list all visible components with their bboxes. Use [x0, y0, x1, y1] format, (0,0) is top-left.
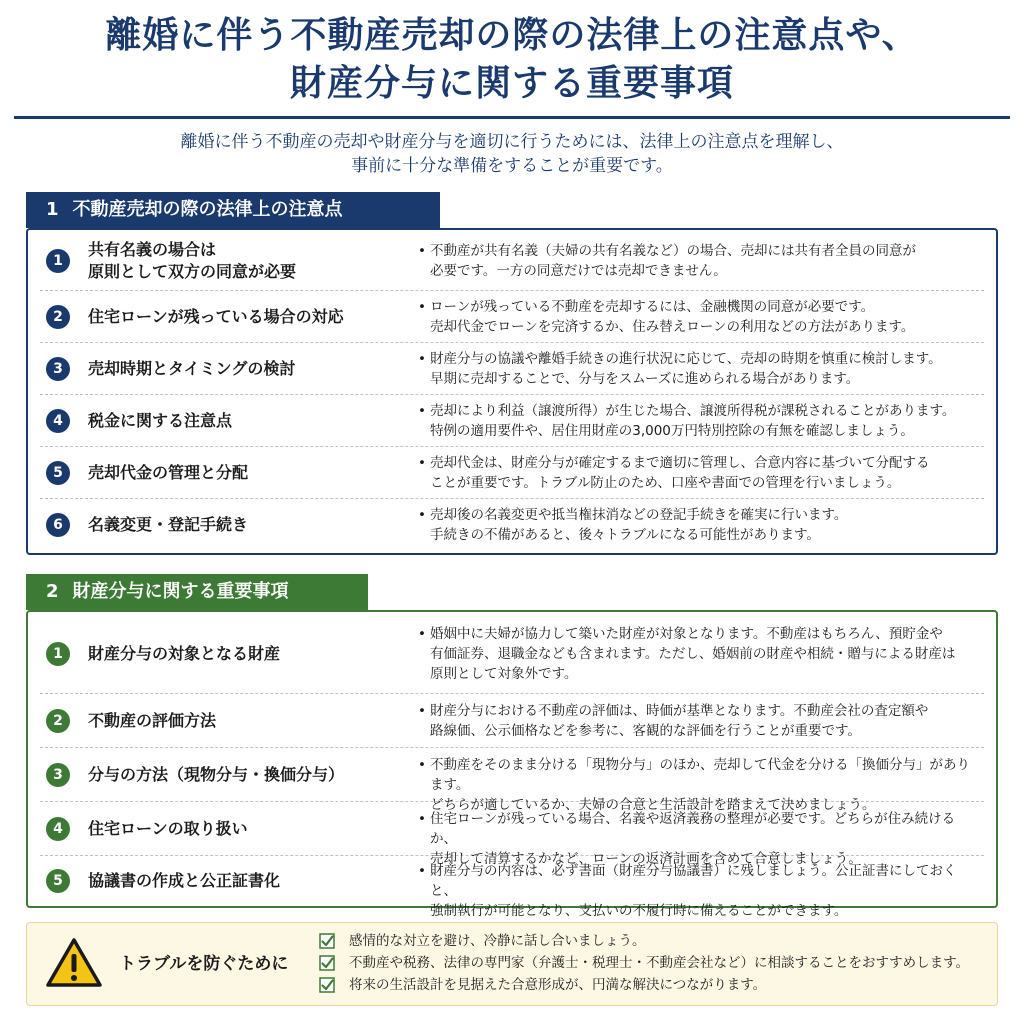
- warning-check-item: [319, 953, 969, 973]
- item-label: [88, 410, 398, 432]
- section2-item-4: [40, 802, 984, 867]
- item-description-line: • 財産分与の協議や離婚手続きの進行状況に応じて、売却の時期を慎重に検討します。: [430, 351, 942, 367]
- item-description-line: 必要です。一方の同意だけでは売却できません。: [430, 263, 727, 279]
- intro-line-2: 事前に十分な準備をすることが重要です。: [351, 156, 673, 176]
- item-description-line: • ローンが残っている不動産を売却するには、金融機関の同意が必要です。: [430, 299, 875, 315]
- item-label-line: 不動産の評価方法: [88, 711, 217, 730]
- section2-item-2: [40, 694, 984, 748]
- item-label-line: 原則として双方の同意が必要: [88, 262, 297, 281]
- page-title-line-2: 財産分与に関する重要事項: [289, 63, 734, 104]
- page-title: [0, 12, 1024, 108]
- item-description-line: 売却して清算するかなど、ローンの返済計画を含めて合意しましょう。: [430, 851, 862, 867]
- warning-check-text: 感情的な対立を避け、冷静に話し合いましょう。: [349, 933, 646, 949]
- intro-line-1: 離婚に伴う不動産の売却や財産分与を適切に行うためには、法律上の注意点を理解し、: [180, 132, 844, 152]
- section-2-number: 2: [46, 581, 59, 602]
- number-badge: 4: [46, 817, 70, 841]
- intro-text: [0, 130, 1024, 178]
- item-description-line: • 婚姻中に夫婦が協力して築いた財産が対象となります。不動産はもちろん、預貯金や: [430, 626, 943, 642]
- item-description: [418, 297, 980, 337]
- section1-item-4: [40, 395, 984, 447]
- item-label: [88, 764, 398, 786]
- section2-item-1: [40, 614, 984, 694]
- number-badge: 1: [46, 249, 70, 273]
- section-1-heading: 不動産売却の際の法律上の注意点: [72, 199, 343, 220]
- item-description: [418, 861, 980, 921]
- item-description: [418, 401, 980, 441]
- number-badge: 3: [46, 357, 70, 381]
- item-description: [418, 701, 980, 741]
- section1-item-1: [40, 231, 984, 291]
- section2-item-3: [40, 748, 984, 813]
- item-description-line: 有価証券、退職金なども含まれます。ただし、婚姻前の財産や相続・贈与による財産は: [430, 646, 956, 662]
- item-label: [88, 870, 398, 892]
- item-description: [418, 453, 980, 493]
- number-badge: 1: [46, 642, 70, 666]
- warning-check-text: 将来の生活設計を見据えた合意形成が、円満な解決につながります。: [349, 977, 767, 993]
- title-divider: [14, 116, 1010, 119]
- item-label: [88, 514, 398, 536]
- warning-check-text: 不動産や税務、法律の専門家（弁護士・税理士・不動産会社など）に相談することをおすすめします。: [349, 955, 970, 971]
- number-badge: 3: [46, 763, 70, 787]
- section2-item-5: [40, 856, 984, 919]
- number-badge: 4: [46, 409, 70, 433]
- section-2-heading: 財産分与に関する重要事項: [72, 581, 289, 602]
- item-description-line: • 売却後の名義変更や抵当権抹消などの登記手続きを確実に行います。: [430, 507, 848, 523]
- item-description-line: 原則として対象外です。: [430, 666, 578, 682]
- item-label-line: 売却時期とタイミングの検討: [88, 359, 296, 378]
- item-description: [418, 505, 980, 545]
- item-description-line: • 不動産をそのまま分ける「現物分与」のほか、売却して代金を分ける「換価分与」があります。: [430, 757, 970, 793]
- item-description-line: 特例の適用要件や、居住用財産の3,000万円特別控除の有無を確認しましょう。: [430, 423, 914, 439]
- item-description-line: • 財産分与における不動産の評価は、時価が基準となります。不動産会社の査定額や: [430, 703, 929, 719]
- item-description-line: 早期に売却することで、分与をスムーズに進められる場合があります。: [430, 371, 860, 387]
- item-label-line: 分与の方法（現物分与・換価分与）: [88, 765, 345, 784]
- page-title-line-1: 離婚に伴う不動産売却の際の法律上の注意点や、: [105, 15, 919, 56]
- item-label-line: 名義変更・登記手続き: [88, 515, 249, 534]
- section1-item-2: [40, 291, 984, 343]
- item-description-line: 売却代金でローンを完済するか、住み替えローンの利用などの方法があります。: [430, 319, 915, 335]
- item-description-line: どちらが適しているか、夫婦の合意と生活設計を踏まえて決めましょう。: [430, 797, 876, 813]
- section1-item-3: [40, 343, 984, 395]
- number-badge: 6: [46, 513, 70, 537]
- section-1-header: [26, 192, 440, 228]
- item-description: [418, 241, 980, 281]
- number-badge: 2: [46, 305, 70, 329]
- section-2-box: [26, 610, 998, 919]
- item-label: [88, 462, 398, 484]
- item-label-line: 財産分与の対象となる財産: [88, 644, 281, 663]
- checkbox-check-icon: [319, 955, 335, 971]
- warning-box: [26, 922, 998, 1006]
- item-label-line: 売却代金の管理と分配: [88, 463, 249, 482]
- item-label-line: 協議書の作成と公正証書化: [88, 871, 281, 890]
- item-label-line: 共有名義の場合は: [88, 240, 217, 259]
- item-label-line: 住宅ローンが残っている場合の対応: [88, 307, 344, 326]
- number-badge: 2: [46, 709, 70, 733]
- item-label: [88, 818, 398, 840]
- warning-triangle-icon: [45, 937, 103, 989]
- checkbox-check-icon: [319, 977, 335, 993]
- item-label-line: 住宅ローンの取り扱い: [88, 819, 248, 838]
- checkbox-check-icon: [319, 933, 335, 949]
- item-description-line: • 不動産が共有名義（夫婦の共有名義など）の場合、売却には共有者全員の同意が: [430, 243, 916, 259]
- section-1-number: 1: [46, 199, 59, 220]
- item-label: [88, 643, 398, 665]
- warning-check-item: [319, 975, 766, 995]
- warning-title: トラブルを防ぐために: [119, 954, 289, 974]
- number-badge: 5: [46, 869, 70, 893]
- section1-item-5: [40, 447, 984, 499]
- section1-item-6: [40, 499, 984, 551]
- item-description: [418, 624, 980, 684]
- item-description-line: • 売却代金は、財産分与が確定するまで適切に管理し、合意内容に基づいて分配する: [430, 455, 930, 471]
- item-label: [88, 239, 398, 283]
- item-description: [418, 349, 980, 389]
- item-label: [88, 710, 398, 732]
- item-description-line: 手続きの不備があると、後々トラブルになる可能性があります。: [430, 527, 820, 543]
- section-1-box: [26, 228, 998, 555]
- warning-check-item: [319, 931, 645, 951]
- number-badge: 5: [46, 461, 70, 485]
- item-description-line: • 住宅ローンが残っている場合、名義や返済義務の整理が必要です。どちらが住み続けるか、: [430, 811, 956, 847]
- item-description-line: ことが重要です。トラブル防止のため、口座や書面での管理を行いましょう。: [430, 475, 901, 491]
- item-label-line: 税金に関する注意点: [88, 411, 233, 430]
- section-2-header: [26, 574, 368, 610]
- item-label: [88, 358, 398, 380]
- item-description-line: 路線価、公示価格などを参考に、客観的な評価を行うことが重要です。: [430, 723, 861, 739]
- item-label: [88, 306, 398, 328]
- item-description-line: • 財産分与の内容は、必ず書面（財産分与協議書）に残しましょう。公正証書にしておくと、: [430, 863, 957, 899]
- item-description-line: 強制執行が可能となり、支払いの不履行時に備えることができます。: [430, 903, 848, 919]
- item-description-line: • 売却により利益（譲渡所得）が生じた場合、譲渡所得税が課税されることがあります。: [430, 403, 956, 419]
